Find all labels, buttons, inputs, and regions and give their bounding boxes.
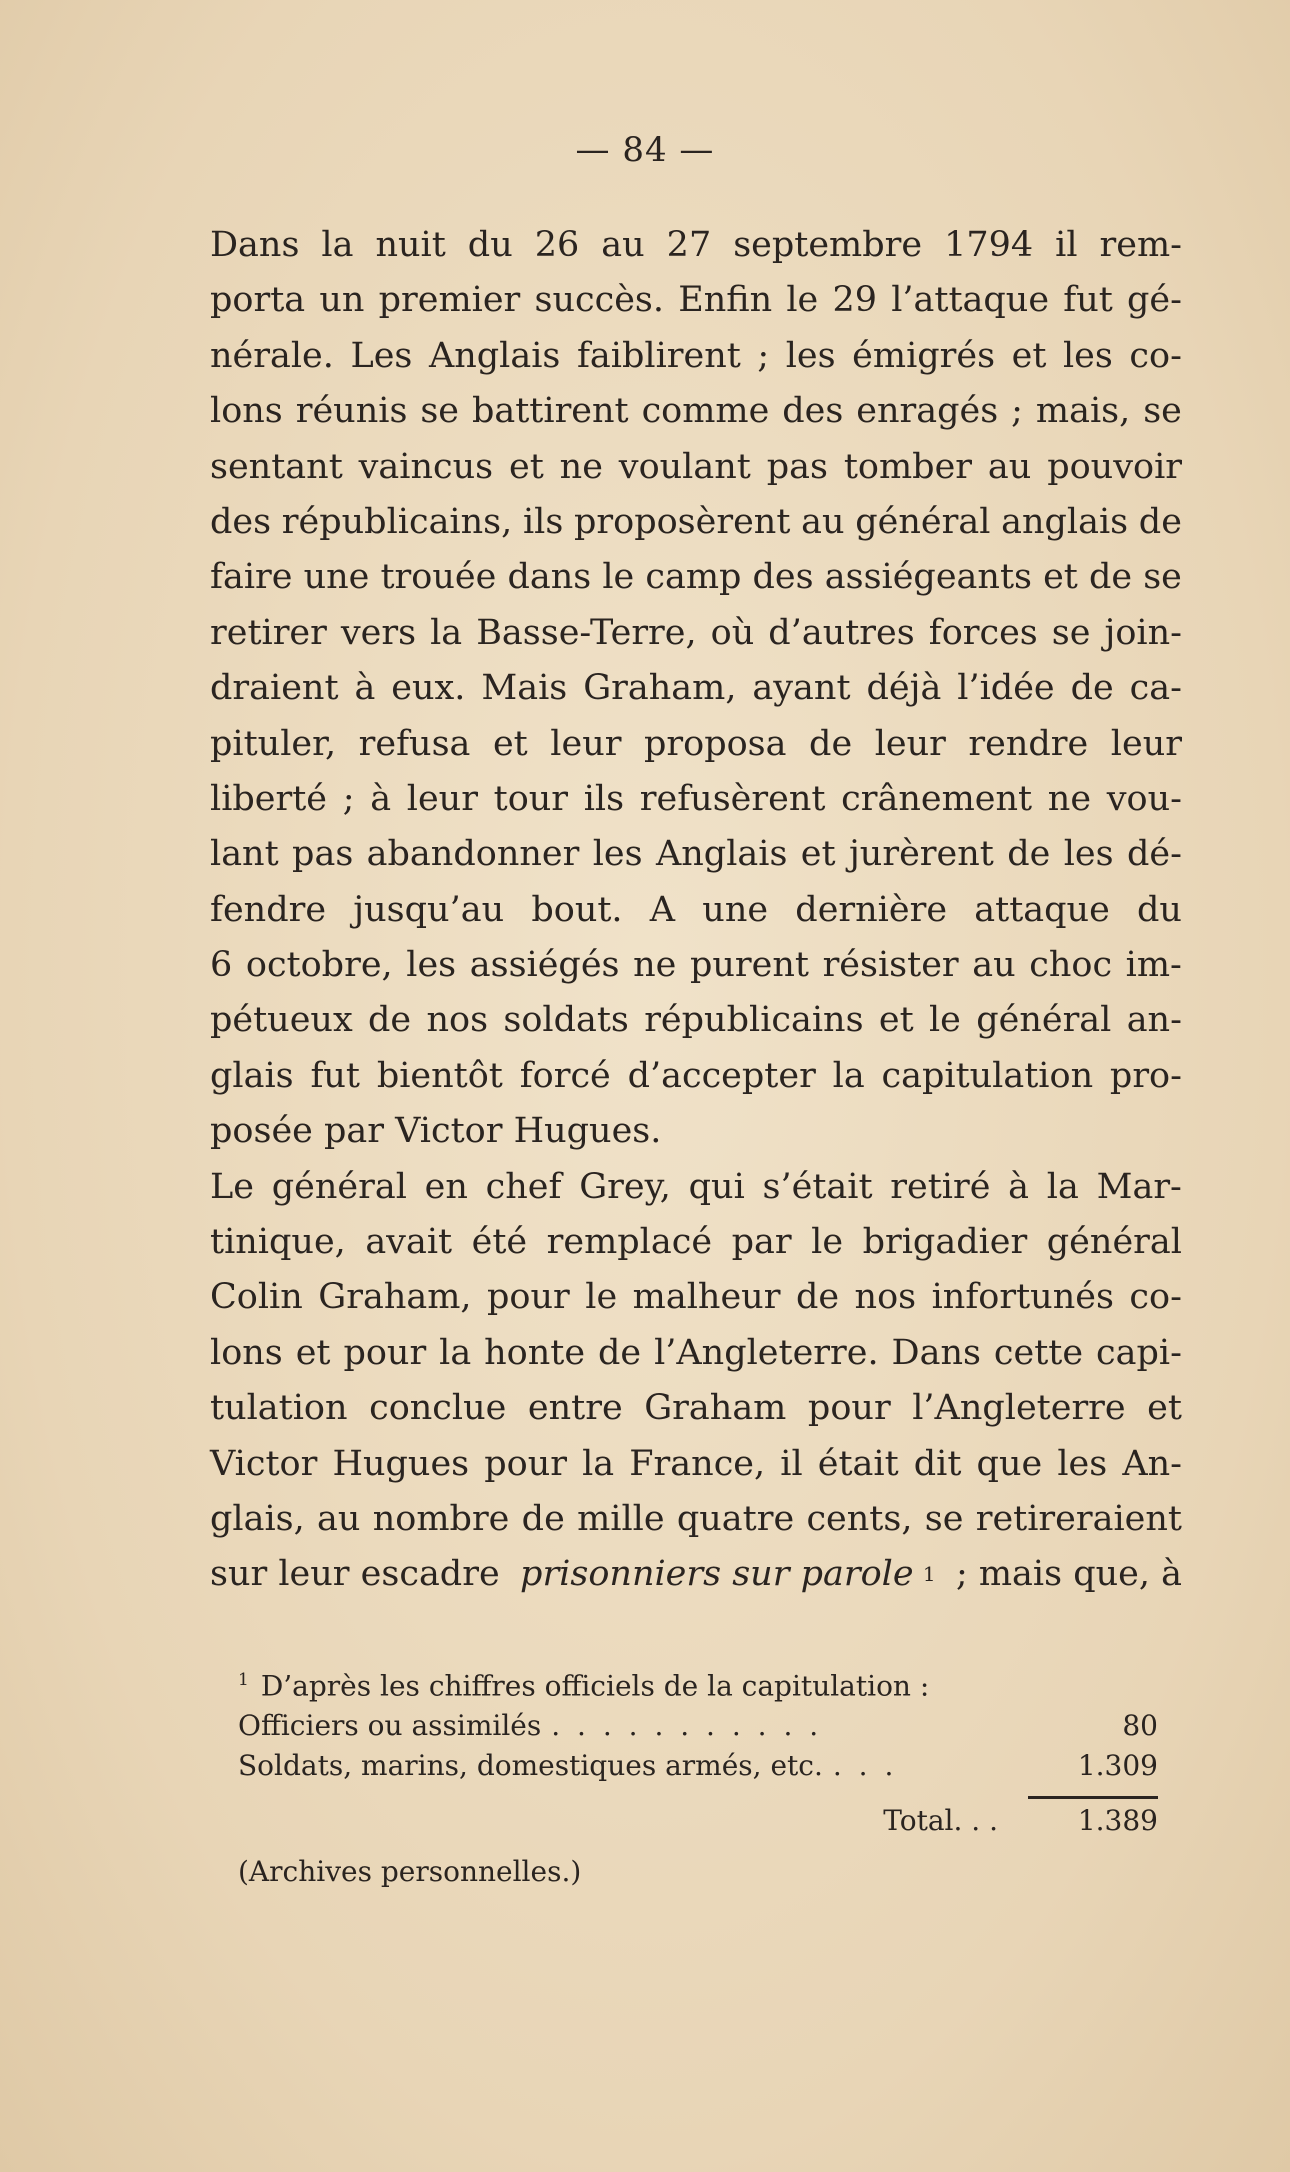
text-line: lant pas abandonner les Anglais et jurèrent de les dé-: [210, 834, 1182, 875]
text-line: des républicains, ils proposèrent au général anglais de: [210, 501, 1182, 542]
text-fragment: ; mais que, à: [944, 1554, 1182, 1595]
footnote-reference: 1: [922, 1562, 936, 1587]
row-value: 1.309: [1077, 1749, 1158, 1783]
text-line: pituler, refusa et leur proposa de leur rendre leur: [210, 723, 1182, 764]
footnote-row: [238, 1746, 1158, 1786]
text-line: lons réunis se battirent comme des enragés ; mais, se: [210, 391, 1182, 432]
text-line: Dans la nuit du 26 au 27 septembre 1794 il rem-: [210, 225, 1182, 265]
text-line: tulation conclue entre Graham pour l’Angleterre et: [210, 1388, 1182, 1429]
text-line-with-note: [210, 1547, 1182, 1602]
row-value: 80: [1122, 1709, 1158, 1743]
text-line: liberté ; à leur tour ils refusèrent crânement ne vou-: [210, 778, 1182, 819]
text-line: 6 octobre, les assiégés ne purent résister au choc im-: [210, 945, 1182, 986]
text-line: glais, au nombre de mille quatre cents, se retireraient: [210, 1498, 1182, 1539]
text-line: tinique, avait été remplacé par le brigadier général: [210, 1222, 1182, 1263]
text-line: pétueux de nos soldats républicains et le général an-: [210, 1000, 1182, 1041]
text-line: porta un premier succès. Enfin le 29 l’attaque fut gé-: [210, 280, 1182, 321]
footnote-intro-line: [238, 1660, 1158, 1706]
total-label: Total. . .: [883, 1804, 998, 1838]
footnote-source: (Archives personnelles.): [238, 1855, 582, 1889]
total-value: 1.389: [1028, 1796, 1158, 1841]
footnote-total-row: [238, 1796, 1158, 1844]
page-number: — 84 —: [575, 130, 715, 170]
footnote-row: [238, 1706, 1158, 1746]
dot-leader: . . . . . . . . . . .: [551, 1709, 823, 1743]
footnote: [238, 1660, 1158, 1892]
footnote-marker: 1: [238, 1670, 249, 1690]
text-line: fendre jusqu’au bout. A une dernière attaque du: [210, 889, 1182, 930]
text-line: sentant vaincus et ne voulant pas tomber au pouvoir: [210, 446, 1182, 487]
text-line: retirer vers la Basse-Terre, où d’autres forces se join-: [210, 612, 1182, 653]
text-line: Le général en chef Grey, qui s’était retiré à la Mar-: [210, 1166, 1182, 1207]
row-label: Officiers ou assimilés: [238, 1709, 542, 1743]
text-line: glais fut bientôt forcé d’accepter la capitulation pro-: [210, 1055, 1182, 1096]
italic-phrase: prisonniers sur parole: [520, 1554, 914, 1595]
text-line: nérale. Les Anglais faiblirent ; les émigrés et les co-: [210, 335, 1182, 376]
text-line: Colin Graham, pour le malheur de nos infortunés co-: [210, 1277, 1182, 1318]
footnote-intro: D’après les chiffres officiels de la capitulation :: [260, 1669, 930, 1703]
body-text: [210, 218, 1182, 1603]
text-line: faire une trouée dans le camp des assiégeants et de se: [210, 557, 1182, 598]
row-label: Soldats, marins, domestiques armés, etc.: [238, 1749, 823, 1783]
text-line: Victor Hugues pour la France, il était dit que les An-: [210, 1443, 1182, 1484]
text-fragment: sur leur escadre: [210, 1554, 511, 1595]
text-line: lons et pour la honte de l’Angleterre. Dans cette capi-: [210, 1332, 1182, 1373]
dot-leader: . . .: [832, 1749, 898, 1783]
text-line: posée par Victor Hugues.: [210, 1111, 662, 1152]
text-line: draient à eux. Mais Graham, ayant déjà l’idée de ca-: [210, 668, 1182, 709]
